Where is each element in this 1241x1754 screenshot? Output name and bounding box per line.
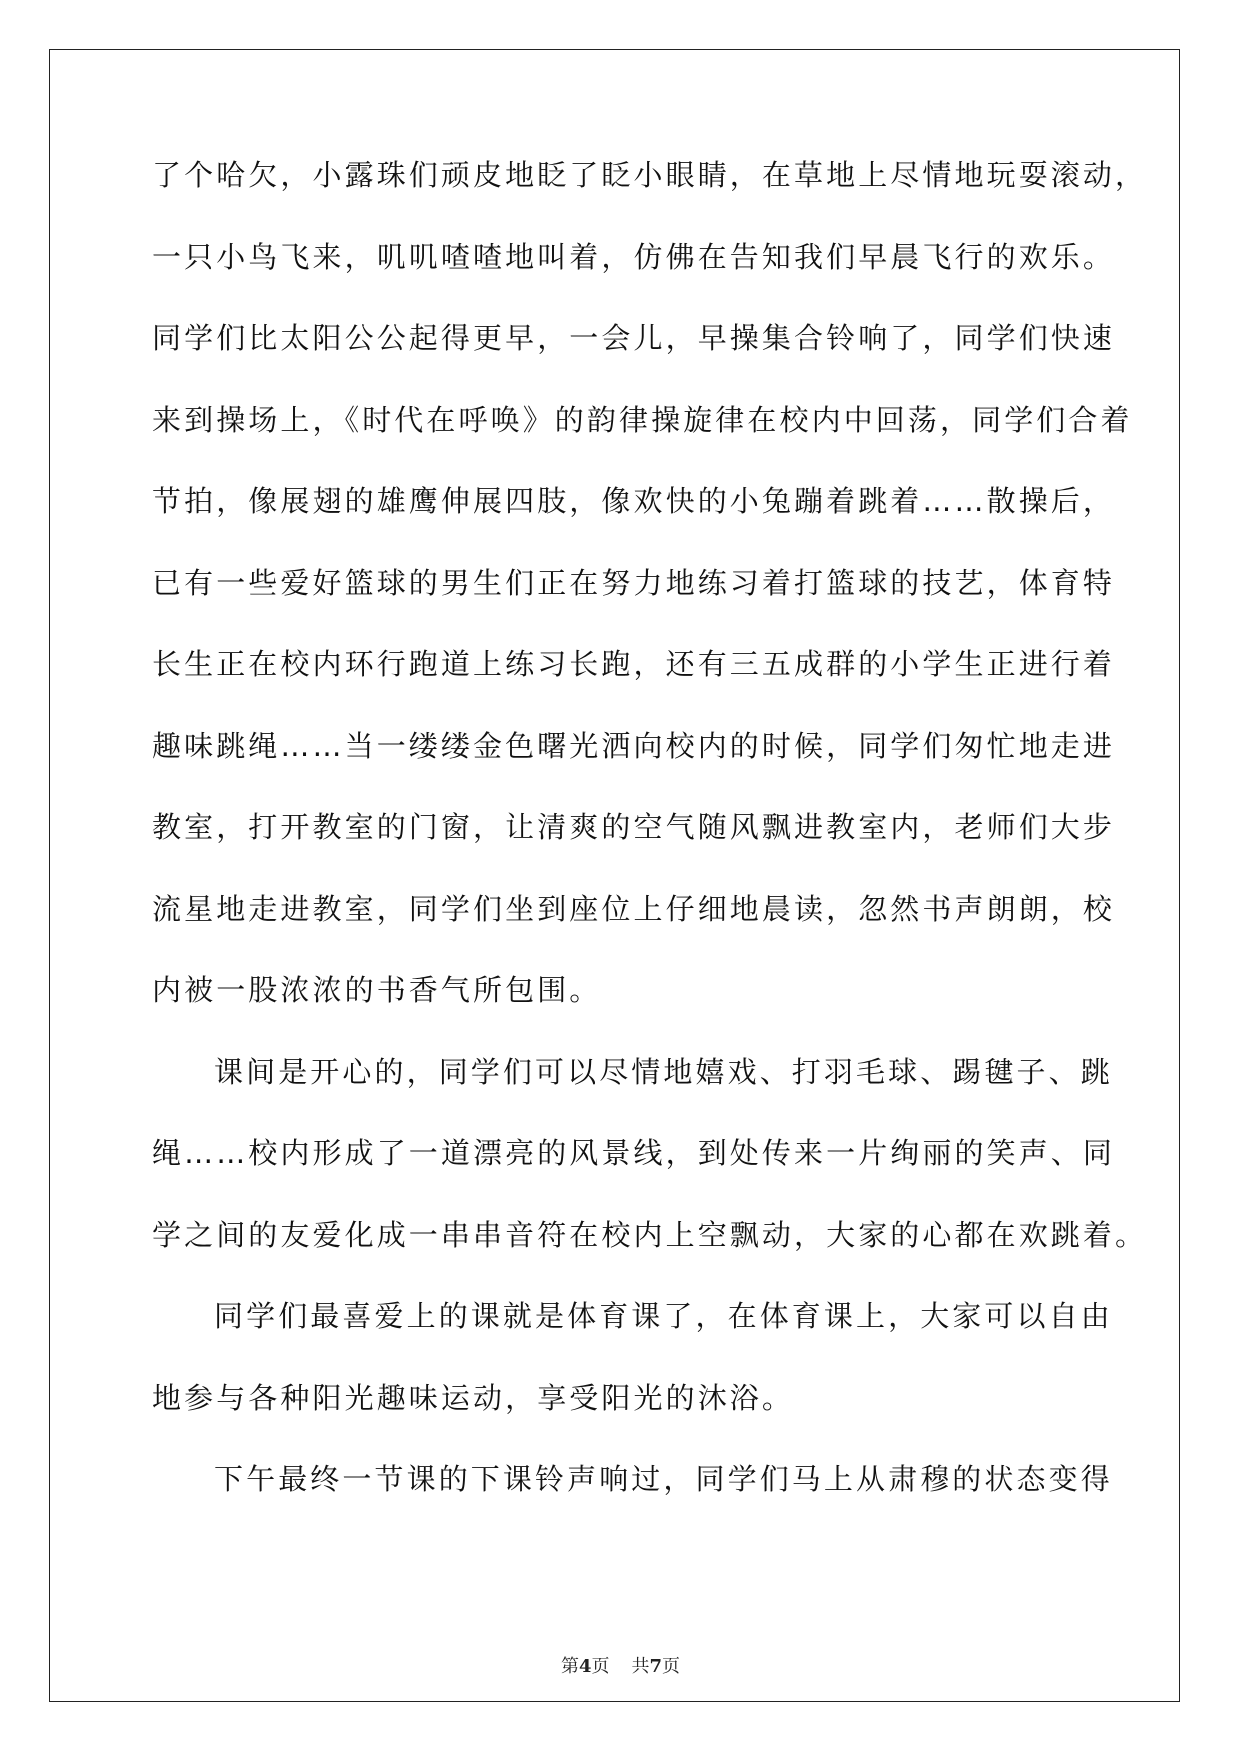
- footer-total-suffix: 页: [662, 1656, 681, 1677]
- text-line-14: 学之间的友爱化成一串串音符在校内上空飘动，大家的心都在欢跳着。: [152, 1218, 1148, 1252]
- text-line-2: 一只小鸟飞来，叽叽喳喳地叫着，仿佛在告知我们早晨飞行的欢乐。: [152, 240, 1116, 274]
- text-line-12: 课间是开心的，同学们可以尽情地嬉戏、打羽毛球、踢毽子、跳: [214, 1055, 1113, 1089]
- text-line-16: 地参与各种阳光趣味运动，享受阳光的沐浴。: [152, 1381, 795, 1415]
- footer-page-total: 7: [649, 1656, 663, 1677]
- text-line-8: 趣味跳绳……当一缕缕金色曙光洒向校内的时候，同学们匆忙地走进: [152, 729, 1116, 763]
- text-line-17: 下午最终一节课的下课铃声响过，同学们马上从肃穆的状态变得: [214, 1462, 1113, 1496]
- text-line-3: 同学们比太阳公公起得更早，一会儿，早操集合铃响了，同学们快速: [152, 321, 1116, 355]
- text-line-15: 同学们最喜爱上的课就是体育课了，在体育课上，大家可以自由: [214, 1299, 1113, 1333]
- text-line-10: 流星地走进教室，同学们坐到座位上仔细地晨读，忽然书声朗朗，校: [152, 892, 1116, 926]
- page-footer: [0, 1655, 1241, 1679]
- text-line-1: 了个哈欠，小露珠们顽皮地眨了眨小眼睛，在草地上尽情地玩耍滚动，: [152, 158, 1148, 192]
- text-line-11: 内被一股浓浓的书香气所包围。: [152, 973, 602, 1007]
- footer-page-suffix: 页: [591, 1656, 610, 1677]
- footer-page-current: 4: [578, 1656, 592, 1677]
- text-line-13: 绳……校内形成了一道漂亮的风景线，到处传来一片绚丽的笑声、同: [152, 1136, 1116, 1170]
- text-line-7: 长生正在校内环行跑道上练习长跑，还有三五成群的小学生正进行着: [152, 647, 1116, 681]
- page-border: [49, 49, 1180, 1702]
- text-line-5: 节拍，像展翅的雄鹰伸展四肢，像欢快的小兔蹦着跳着……散操后，: [152, 484, 1116, 518]
- footer-page-prefix: 第: [560, 1656, 579, 1677]
- text-line-6: 已有一些爱好篮球的男生们正在努力地练习着打篮球的技艺，体育特: [152, 566, 1116, 600]
- text-line-9: 教室，打开教室的门窗，让清爽的空气随风飘进教室内，老师们大步: [152, 810, 1116, 844]
- text-line-4: 来到操场上，《时代在呼唤》的韵律操旋律在校内中回荡，同学们合着: [152, 403, 1133, 437]
- footer-total-prefix: 共: [631, 1656, 650, 1677]
